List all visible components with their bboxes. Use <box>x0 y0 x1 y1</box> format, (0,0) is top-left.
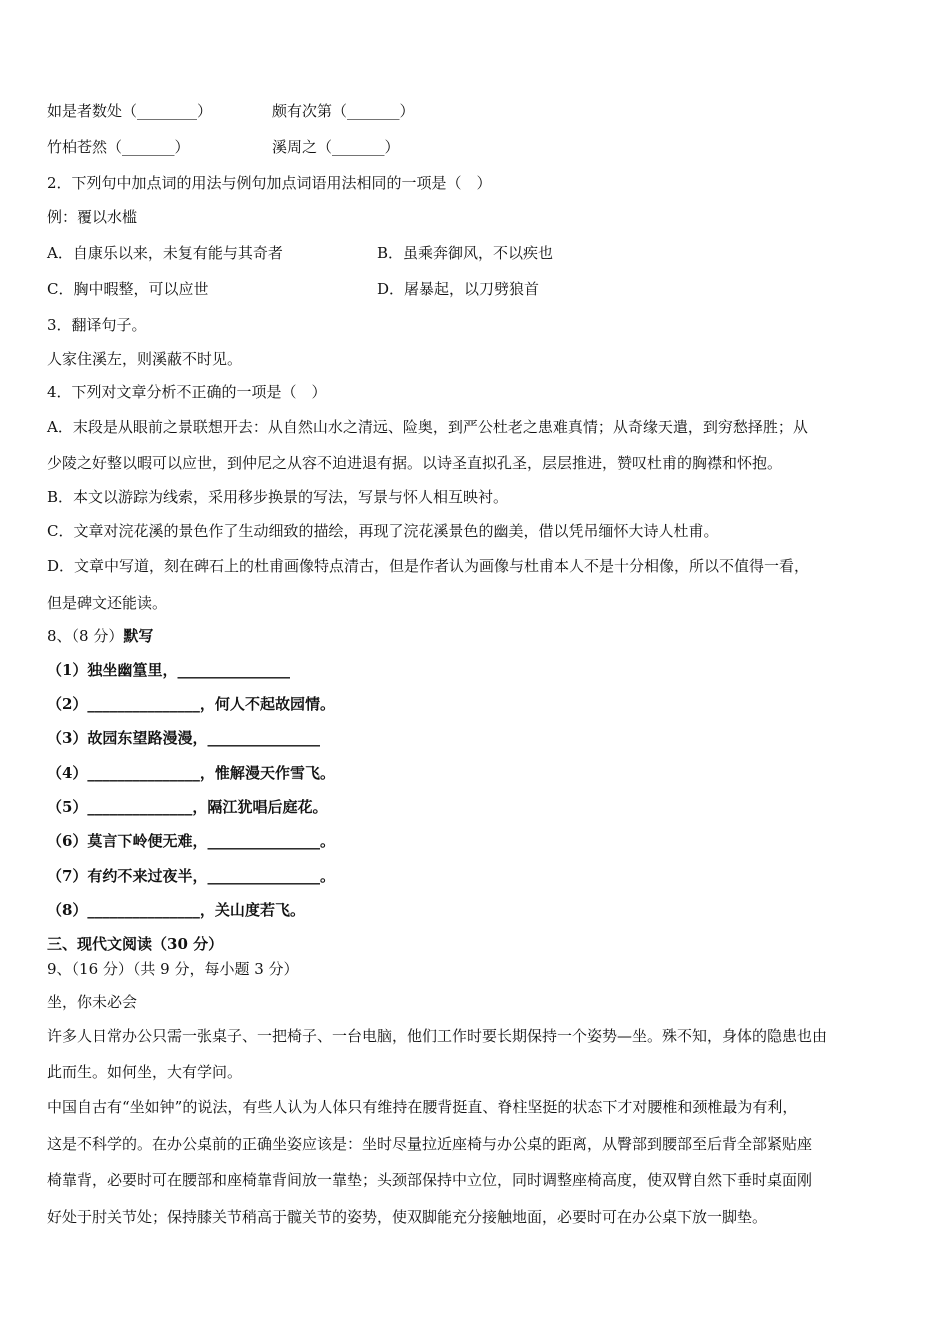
question-2-option-b: B．虽乘奔御风，不以疾也 <box>377 244 554 262</box>
question-4-option-a-line-2: 少陵之好整以暇可以应世，到仲尼之从容不迫进退有据。以诗圣直拟孔圣，层层推进，赞叹杜甫的胸襟和怀抱。 <box>47 454 783 472</box>
question-8-title: 默写 <box>123 627 154 645</box>
question-2-stem: 2．下列句中加点词的用法与例句加点词语用法相同的一项是（ ） <box>47 174 492 192</box>
dictation-line-3: （3）故园东望路漫漫，_______________ <box>47 729 320 747</box>
paragraph-2-line-2: 这是不科学的。在办公桌前的正确坐姿应该是：坐时尽量拉近座椅与办公桌的距离，从臀部到腰部至后背全部紧贴座 <box>47 1135 813 1153</box>
article-title: 坐，你未必会 <box>47 993 138 1011</box>
question-9-stem: 9、（16 分）（共 9 分，每小题 3 分） <box>47 960 299 978</box>
question-2-option-d: D．屠暴起，以刀劈狼首 <box>377 280 540 298</box>
question-2-option-c: C．胸中暇整，可以应世 <box>47 280 209 298</box>
question-4-stem: 4．下列对文章分析不正确的一项是（ ） <box>47 383 327 401</box>
paragraph-1-line-2: 此而生。如何坐，大有学问。 <box>47 1063 243 1081</box>
fill-item-2: 颇有次第（_______） <box>272 102 415 120</box>
fill-item-4: 溪周之（_______） <box>272 138 400 156</box>
fill-item-1: 如是者数处（________） <box>47 102 213 120</box>
dictation-line-8: （8）_______________，关山度若飞。 <box>47 901 305 919</box>
question-2-option-a: A．自康乐以来，未复有能与其奇者 <box>47 244 283 262</box>
question-3-sentence: 人家住溪左，则溪蔽不时见。 <box>47 350 243 368</box>
dictation-line-6: （6）莫言下岭便无难，_______________。 <box>47 832 335 850</box>
paragraph-2-line-3: 椅靠背，必要时可在腰部和座椅靠背间放一靠垫；头颈部保持中立位，同时调整座椅高度，使双臂自然下垂时桌面刚 <box>47 1171 813 1189</box>
paragraph-2-line-1: 中国自古有“坐如钟”的说法，有些人认为人体只有维持在腰背挺直、脊柱坚挺的状态下才对腰椎和颈椎最为有利， <box>47 1098 798 1116</box>
question-8-score: 8、（8 分） <box>47 627 124 645</box>
dictation-line-2: （2）_______________，何人不起故园情。 <box>47 695 335 713</box>
dictation-line-7: （7）有约不来过夜半，_______________。 <box>47 867 335 885</box>
question-4-option-b: B．本文以游踪为线索，采用移步换景的写法，写景与怀人相互映衬。 <box>47 488 509 506</box>
dictation-line-4: （4）_______________，惟解漫天作雪飞。 <box>47 764 335 782</box>
question-3-stem: 3．翻译句子。 <box>47 316 147 334</box>
paragraph-2-line-4: 好处于肘关节处；保持膝关节稍高于髋关节的姿势，使双脚能充分接触地面，必要时可在办公桌下放一脚垫。 <box>47 1208 768 1226</box>
fill-item-3: 竹柏苍然（_______） <box>47 138 190 156</box>
question-4-option-d-line-1: D．文章中写道，刻在碑石上的杜甫画像特点清古，但是作者认为画像与杜甫本人不是十分相像，所以不值得一看， <box>47 557 810 575</box>
question-4-option-c: C．文章对浣花溪的景色作了生动细致的描绘，再现了浣花溪景色的幽美，借以凭吊缅怀大诗人杜甫。 <box>47 522 719 540</box>
dictation-line-1: （1）独坐幽篁里，_______________ <box>47 661 290 679</box>
dictation-line-5: （5）______________，隔江犹唱后庭花。 <box>47 798 328 816</box>
question-2-example: 例：覆以水槛 <box>47 208 138 226</box>
question-8-stem <box>47 626 153 646</box>
question-4-option-a-line-1: A．末段是从眼前之景联想开去：从自然山水之清远、险奥，到严公杜老之患难真情；从奇缘天遣，到穷愁择胜；从 <box>47 418 808 436</box>
section-3-title: 三、现代文阅读（30 分） <box>47 935 224 953</box>
question-4-option-d-line-2: 但是碑文还能读。 <box>47 594 168 612</box>
paragraph-1-line-1: 许多人日常办公只需一张桌子、一把椅子、一台电脑，他们工作时要长期保持一个姿势—坐。殊不知，身体的隐患也由 <box>47 1027 828 1045</box>
